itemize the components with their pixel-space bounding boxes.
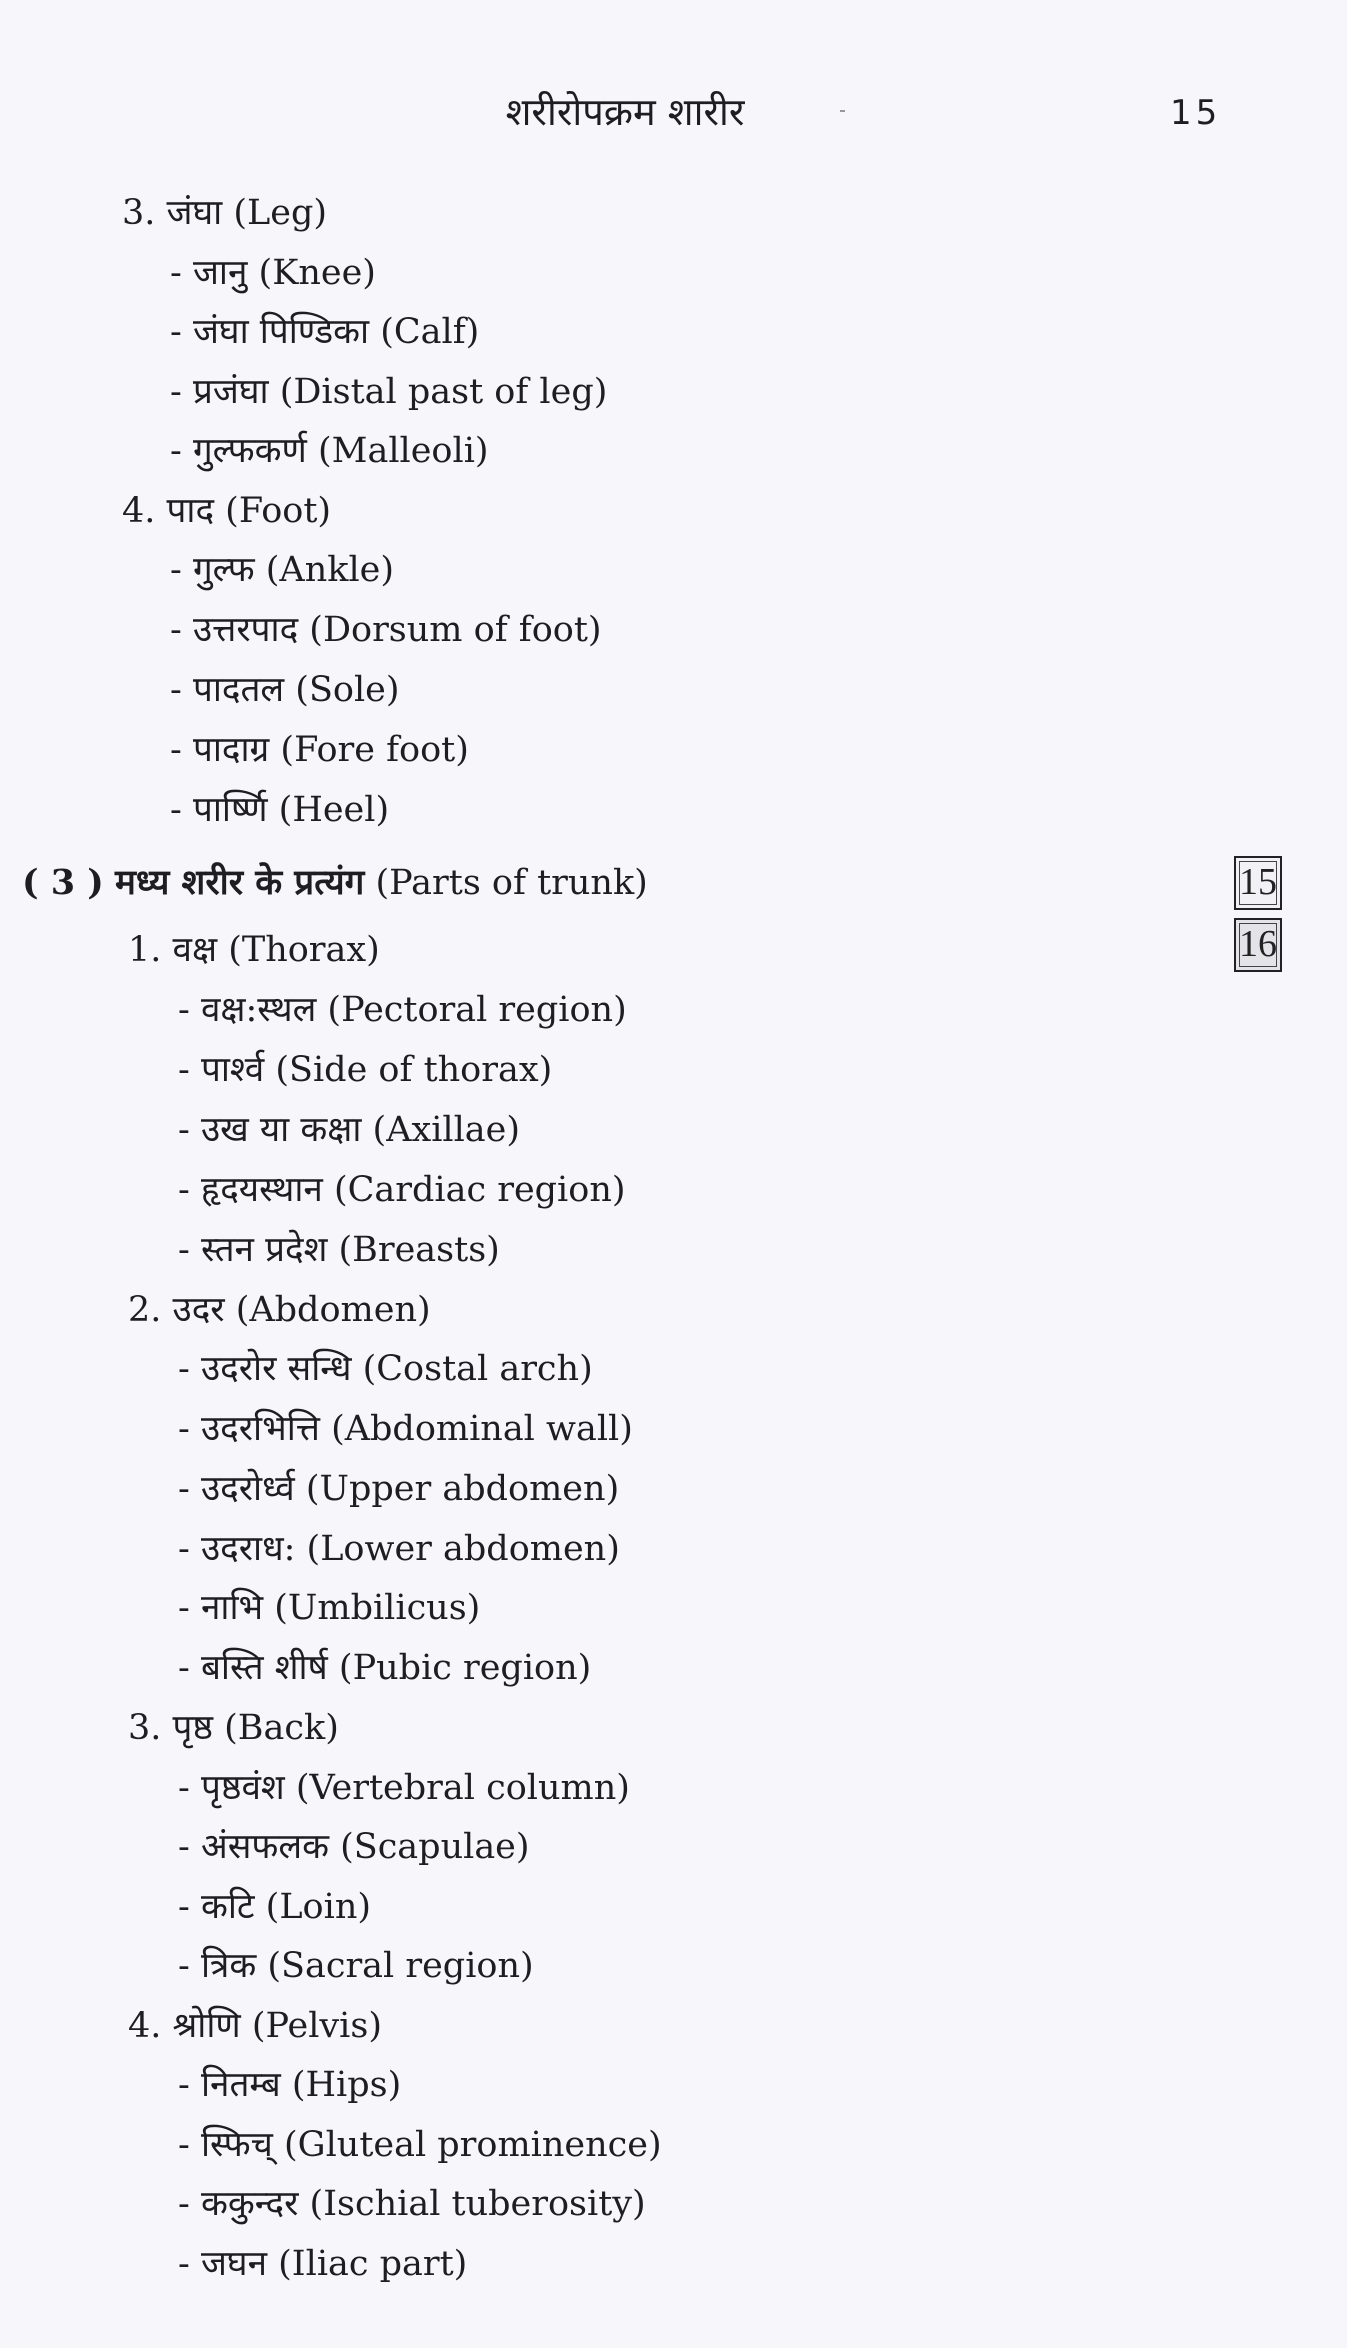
list-item: - प्रजंघा (Distal past of leg)	[170, 372, 608, 412]
reference-marker-16: 16	[1234, 918, 1282, 972]
list-item: - वक्ष:स्थल (Pectoral region)	[178, 990, 627, 1030]
page-number: 15	[1170, 93, 1222, 133]
list-item: - पादतल (Sole)	[170, 670, 400, 710]
list-item: - पृष्ठवंश (Vertebral column)	[178, 1768, 630, 1808]
list-item: - नाभि (Umbilicus)	[178, 1588, 481, 1628]
print-speck	[840, 110, 845, 112]
list-item: - कटि (Loin)	[178, 1887, 372, 1927]
list-item: - उदरभित्ति (Abdominal wall)	[178, 1409, 633, 1449]
list-item: - जघन (Iliac part)	[178, 2244, 468, 2284]
list-item: - उदरोर सन्धि (Costal arch)	[178, 1349, 593, 1389]
list-item: - पार्श्व (Side of thorax)	[178, 1050, 553, 1090]
list-item: - हृदयस्थान (Cardiac region)	[178, 1170, 626, 1210]
list-item: - पादाग्र (Fore foot)	[170, 730, 469, 770]
running-header-title: शरीरोपक्रम शारीर	[505, 90, 745, 134]
list-item: - त्रिक (Sacral region)	[178, 1946, 534, 1986]
list-item: - स्तन प्रदेश (Breasts)	[178, 1230, 500, 1270]
section-title-hindi: मध्य शरीर के प्रत्यंग	[114, 862, 365, 903]
list-item: - उत्तरपाद (Dorsum of foot)	[170, 610, 602, 650]
list-item: - उदरोर्ध्व (Upper abdomen)	[178, 1469, 620, 1509]
list-item: - पार्ष्णि (Heel)	[170, 790, 390, 830]
reference-marker-15: 15	[1234, 856, 1282, 910]
list-item: - उदराध: (Lower abdomen)	[178, 1529, 620, 1569]
list-item: - गुल्फ (Ankle)	[170, 550, 395, 590]
list-item: - उख या कक्षा (Axillae)	[178, 1110, 521, 1150]
list-item: - जानु (Knee)	[170, 253, 376, 293]
item-heading-pelvis: 4. श्रोणि (Pelvis)	[128, 2006, 382, 2046]
list-item: - गुल्फकर्ण (Malleoli)	[170, 431, 489, 471]
item-heading-abdomen: 2. उदर (Abdomen)	[128, 1290, 431, 1330]
list-item: - अंसफलक (Scapulae)	[178, 1827, 530, 1867]
list-item: - नितम्ब (Hips)	[178, 2065, 402, 2105]
list-item: - ककुन्दर (Ischial tuberosity)	[178, 2184, 646, 2224]
item-heading-foot: 4. पाद (Foot)	[122, 491, 332, 531]
list-item: - स्फिच् (Gluteal prominence)	[178, 2125, 662, 2165]
section-number: ( 3 )	[22, 862, 104, 903]
section-title-english: (Parts of trunk)	[375, 863, 648, 903]
list-item: - बस्ति शीर्ष (Pubic region)	[178, 1648, 592, 1688]
item-heading-back: 3. पृष्ठ (Back)	[128, 1708, 339, 1748]
section-heading-parts-of-trunk	[22, 858, 648, 908]
item-heading-thorax: 1. वक्ष (Thorax)	[128, 930, 380, 970]
item-heading-leg: 3. जंघा (Leg)	[122, 193, 328, 233]
list-item: - जंघा पिण्डिका (Calf)	[170, 312, 480, 352]
